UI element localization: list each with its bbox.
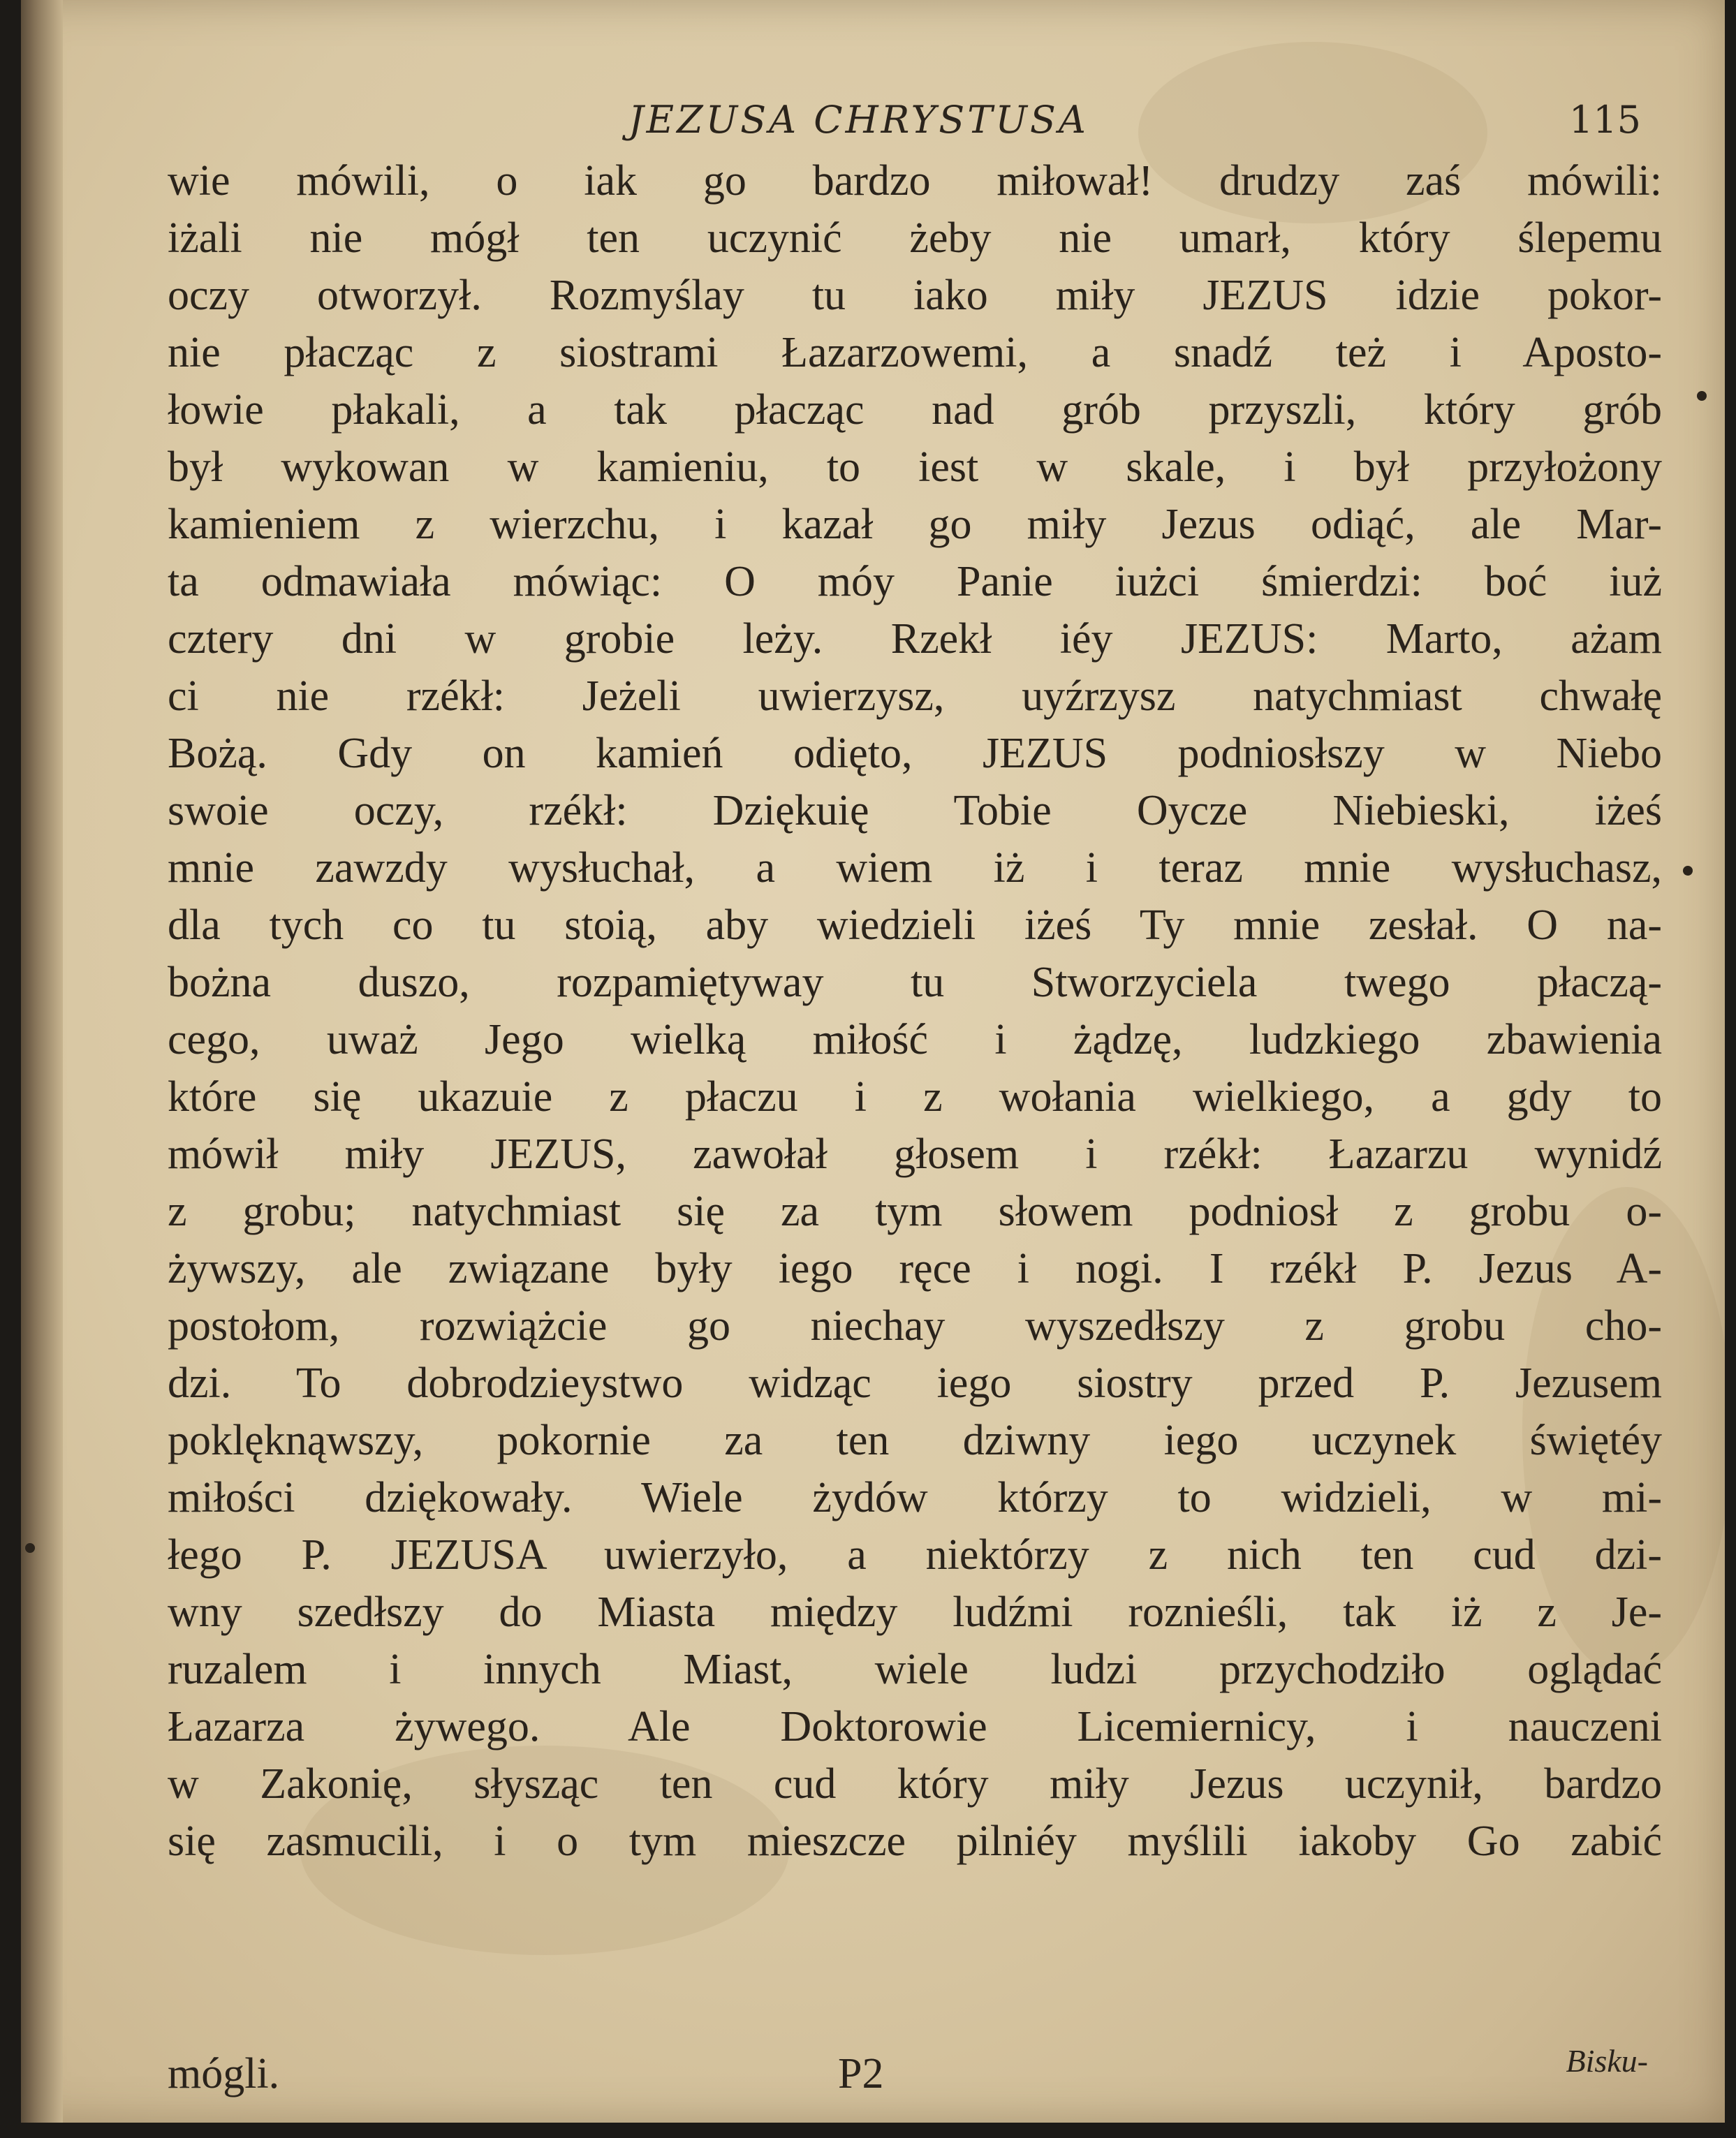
text-line: wny szedłszy do Miasta między ludźmi roznieśli, tak iż z Je- <box>168 1588 1662 1636</box>
text-line: kamieniem z wierzchu, i kazał go miły Jezus odiąć, ale Mar- <box>168 501 1662 548</box>
page-footer <box>168 2043 1662 2107</box>
text-line: w Zakonię, słysząc ten cud który miły Jezus uczynił, bardzo <box>168 1760 1662 1808</box>
text-line: łego P. JEZUSA uwierzyło, a niektórzy z nich ten cud dzi- <box>168 1531 1662 1579</box>
running-title: JEZUSA CHRYSTUSA <box>628 98 1089 142</box>
signature-mark: P2 <box>838 2050 884 2098</box>
text-line: postołom, rozwiążcie go niechay wyszedłszy z grobu cho- <box>168 1302 1662 1350</box>
text-line: się zasmucili, i o tym mieszcze pilniéy myślili iakoby Go zabić <box>168 1818 1662 1865</box>
margin-dot <box>25 1543 35 1553</box>
running-head <box>126 98 1641 147</box>
text-line: mnie zawzdy wysłuchał, a wiem iż i teraz mnie wysłuchasz, <box>168 844 1662 892</box>
margin-dot <box>1683 866 1693 876</box>
margin-dot <box>1697 391 1707 401</box>
text-line: mówił miły JEZUS, zawołał głosem i rzékł: Łazarzu wynidź <box>168 1130 1662 1178</box>
text-line: które się ukazuie z płaczu i z wołania wielkiego, a gdy to <box>168 1073 1662 1121</box>
text-line: był wykowan w kamieniu, to iest w skale, i był przyłożony <box>168 443 1662 491</box>
text-line: ci nie rzékł: Jeżeli uwierzysz, uyźrzysz natychmiast chwałę <box>168 672 1662 720</box>
text-line: z grobu; natychmiast się za tym słowem podniosł z grobu o- <box>168 1188 1662 1235</box>
text-line: Łazarza żywego. Ale Doktorowie Licemiernicy, i nauczeni <box>168 1703 1662 1750</box>
last-line-word: mógli. <box>168 2050 280 2098</box>
text-line: cztery dni w grobie leży. Rzekł iéy JEZUS: Marto, ażam <box>168 615 1662 663</box>
page-number: 115 <box>1568 98 1641 142</box>
text-line: łowie płakali, a tak płacząc nad grób przyszli, który grób <box>168 386 1662 434</box>
book-page <box>21 0 1725 2123</box>
text-line: Bożą. Gdy on kamień odięto, JEZUS podniosłszy w Niebo <box>168 730 1662 777</box>
text-line: wie mówili, o iak go bardzo miłował! drudzy zaś mówili: <box>168 157 1662 205</box>
text-line: nie płacząc z siostrami Łazarzowemi, a snadź też i Aposto- <box>168 329 1662 376</box>
text-line: bożna duszo, rozpamiętyway tu Stworzyciela twego płaczą- <box>168 959 1662 1006</box>
text-line: swoie oczy, rzékł: Dziękuię Tobie Oycze Niebieski, iżeś <box>168 787 1662 834</box>
text-line: oczy otworzył. Rozmyślay tu iako miły JEZUS idzie pokor- <box>168 272 1662 319</box>
text-line: poklęknąwszy, pokornie za ten dziwny iego uczynek świętéy <box>168 1417 1662 1464</box>
body-text <box>168 152 1662 1870</box>
text-line: miłości dziękowały. Wiele żydów którzy to widzieli, w mi- <box>168 1474 1662 1521</box>
text-line: ta odmawiała mówiąc: O móy Panie iużci śmierdzi: boć iuż <box>168 558 1662 605</box>
book-binding-edge <box>21 0 63 2123</box>
text-line: cego, uważ Jego wielką miłość i żądzę, ludzkiego zbawienia <box>168 1016 1662 1063</box>
text-line: dzi. To dobrodzieystwo widząc iego siostry przed P. Jezusem <box>168 1359 1662 1407</box>
text-line: dla tych co tu stoią, aby wiedzieli iżeś Ty mnie zesłał. O na- <box>168 901 1662 949</box>
text-line: ruzalem i innych Miast, wiele ludzi przychodziło oglądać <box>168 1646 1662 1693</box>
text-line: żywszy, ale związane były iego ręce i nogi. I rzékł P. Jezus A- <box>168 1245 1662 1292</box>
text-line: iżali nie mógł ten uczynić żeby nie umarł, który ślepemu <box>168 214 1662 262</box>
catchword: Bisku- <box>1566 2043 1648 2079</box>
